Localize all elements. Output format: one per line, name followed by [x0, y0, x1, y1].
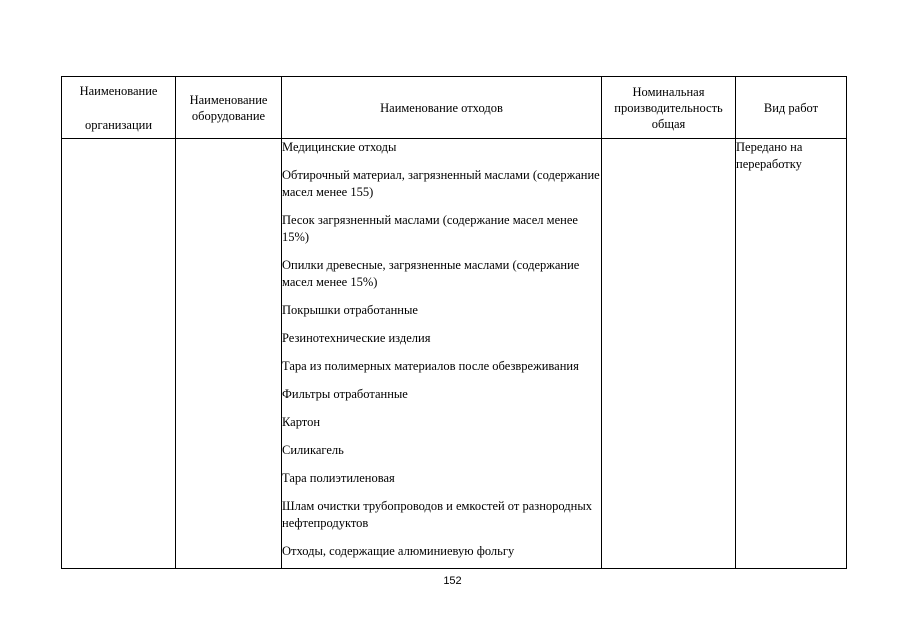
- header-organization-line2: организации: [84, 117, 153, 132]
- cell-work-type: Передано на переработку: [736, 139, 847, 569]
- header-organization: [62, 77, 176, 139]
- cell-equipment: [176, 139, 282, 569]
- waste-item: Опилки древесные, загрязненные маслами (содержание масел менее 15%): [282, 258, 580, 289]
- header-row: [62, 77, 847, 139]
- waste-item: Обтирочный материал, загрязненный маслами (содержание масел менее 155): [282, 168, 600, 199]
- cell-capacity: [602, 139, 736, 569]
- header-work-type: Вид работ: [736, 77, 847, 139]
- waste-item: Покрышки отработанные: [282, 303, 418, 317]
- waste-item: Отходы, содержащие алюминиевую фольгу: [282, 544, 515, 558]
- cell-organization: [62, 139, 176, 569]
- header-organization-line1: Наименование: [79, 83, 158, 98]
- waste-item: Картон: [282, 415, 321, 429]
- waste-item: Тара из полимерных материалов после обезвреживания: [282, 359, 579, 373]
- waste-item: Силикагель: [282, 443, 344, 457]
- waste-item: Фильтры отработанные: [282, 387, 408, 401]
- header-waste: Наименование отходов: [282, 77, 602, 139]
- waste-item: Тара полиэтиленовая: [282, 471, 395, 485]
- waste-item: Медицинские отходы: [282, 140, 397, 154]
- cell-waste-list: [282, 139, 602, 569]
- header-equipment: Наименование оборудование: [176, 77, 282, 139]
- page-number: 152: [443, 575, 462, 587]
- header-capacity: Номинальная производительность общая: [602, 77, 736, 139]
- waste-table: [61, 76, 847, 569]
- table-row: [62, 139, 847, 569]
- waste-item: Шлам очистки трубопроводов и емкостей от разнородных нефтепродуктов: [282, 499, 592, 530]
- waste-item: Песок загрязненный маслами (содержание масел менее 15%): [282, 213, 578, 244]
- waste-item: Резинотехнические изделия: [282, 331, 431, 345]
